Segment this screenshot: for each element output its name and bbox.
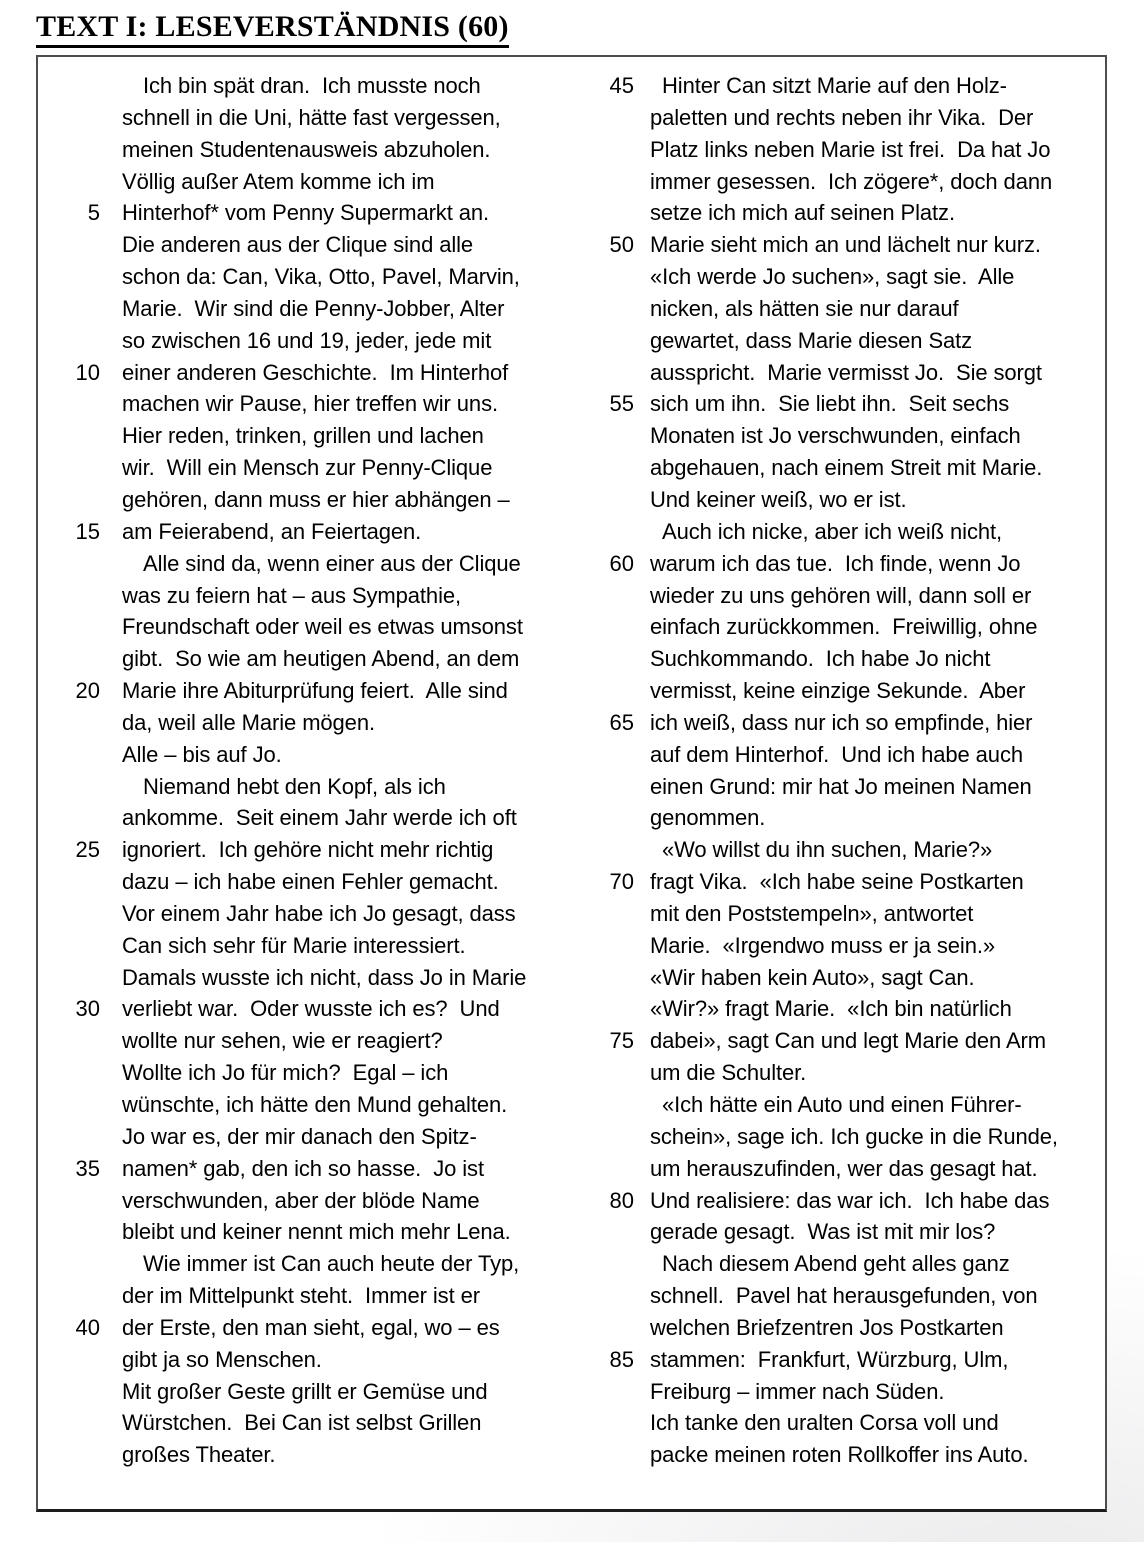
text-line xyxy=(568,1344,1105,1376)
text-line xyxy=(568,962,1105,994)
text-line xyxy=(568,898,1105,930)
line-number: 80 xyxy=(609,1187,634,1213)
text-line xyxy=(568,325,1105,357)
line-text: immer gesessen. Ich zögere*, doch dann xyxy=(650,168,1053,194)
line-number: 5 xyxy=(87,200,100,226)
line-text: Und realisiere: das war ich. Ich habe das xyxy=(650,1187,1050,1213)
text-line xyxy=(38,516,568,548)
line-number: 75 xyxy=(609,1028,634,1054)
line-text: wieder zu uns gehören will, dann soll er xyxy=(650,582,1032,608)
line-text: dazu – ich habe einen Fehler gemacht. xyxy=(122,869,499,895)
line-text: wünschte, ich hätte den Mund gehalten. xyxy=(122,1092,508,1117)
text-line xyxy=(568,1312,1105,1344)
line-text: namen* gab, den ich so hasse. Jo ist xyxy=(122,1155,484,1181)
line-number: 55 xyxy=(609,391,634,417)
line-text: Marie sieht mich an und lächelt nur kurz. xyxy=(650,232,1041,258)
line-text: einen Grund: mir hat Jo meinen Namen xyxy=(650,773,1032,799)
text-line xyxy=(568,229,1105,261)
text-line xyxy=(568,1248,1105,1280)
line-text: mit den Poststempeln», antwortet xyxy=(650,900,974,926)
text-line xyxy=(38,771,568,803)
line-text: Nach diesem Abend geht alles ganz xyxy=(662,1251,1010,1277)
text-line xyxy=(568,802,1105,834)
text-line xyxy=(38,1312,568,1344)
line-text: schnell in die Uni, hätte fast vergessen, xyxy=(122,104,501,130)
text-line xyxy=(568,1153,1105,1185)
line-text: nicken, als hätten sie nur darauf xyxy=(650,295,959,321)
line-text: Marie. «Irgendwo muss er ja sein.» xyxy=(650,932,995,958)
line-text: Monaten ist Jo verschwunden, einfach xyxy=(650,423,1021,449)
line-text: bleibt und keiner nennt mich mehr Lena. xyxy=(122,1219,511,1245)
text-line xyxy=(38,452,568,484)
line-text: Und keiner weiß, wo er ist. xyxy=(650,486,907,512)
line-text: welchen Briefzentren Jos Postkarten xyxy=(650,1314,1004,1340)
line-number: 50 xyxy=(609,232,634,258)
text-line xyxy=(38,229,568,261)
text-line xyxy=(568,102,1105,134)
text-line xyxy=(38,357,568,389)
text-line xyxy=(38,134,568,166)
line-text: genommen. xyxy=(650,805,766,831)
text-column-right xyxy=(568,70,1105,1509)
line-text: warum ich das tue. Ich finde, wenn Jo xyxy=(650,550,1021,576)
line-text: ignoriert. Ich gehöre nicht mehr richtig xyxy=(122,837,494,863)
line-text: fragt Vika. «Ich habe seine Postkarten xyxy=(650,869,1024,895)
text-line xyxy=(38,802,568,834)
text-line xyxy=(568,1407,1105,1439)
line-text: gehören, dann muss er hier abhängen – xyxy=(122,486,510,512)
text-line xyxy=(38,707,568,739)
text-line xyxy=(38,1344,568,1376)
text-line xyxy=(38,1153,568,1185)
line-number: 60 xyxy=(609,550,634,576)
line-text: schnell. Pavel hat herausgefunden, von xyxy=(650,1283,1038,1309)
line-text: um die Schulter. xyxy=(650,1060,807,1086)
text-line xyxy=(38,1280,568,1312)
line-text: «Ich hätte ein Auto und einen Führer- xyxy=(662,1092,1022,1117)
line-text: Alle – bis auf Jo. xyxy=(122,741,282,767)
text-line xyxy=(568,1025,1105,1057)
line-text: Niemand hebt den Kopf, als ich xyxy=(143,773,446,799)
text-line xyxy=(38,293,568,325)
text-line xyxy=(38,197,568,229)
line-text: Die anderen aus der Clique sind alle xyxy=(122,232,474,258)
line-number: 15 xyxy=(75,518,100,544)
text-line xyxy=(568,1216,1105,1248)
text-line xyxy=(38,834,568,866)
text-line xyxy=(568,739,1105,771)
text-line xyxy=(568,293,1105,325)
line-text: paletten und rechts neben ihr Vika. Der xyxy=(650,104,1034,130)
line-text: ich weiß, dass nur ich so empfinde, hier xyxy=(650,709,1033,735)
line-text: Suchkommando. Ich habe Jo nicht xyxy=(650,646,991,672)
text-line xyxy=(38,484,568,516)
text-line xyxy=(38,420,568,452)
text-line xyxy=(38,1376,568,1408)
line-text: sich um ihn. Sie liebt ihn. Seit sechs xyxy=(650,391,1010,417)
line-text: schon da: Can, Vika, Otto, Pavel, Marvin, xyxy=(122,264,520,290)
line-text: der im Mittelpunkt steht. Immer ist er xyxy=(122,1283,480,1309)
text-line xyxy=(568,166,1105,198)
text-line xyxy=(568,134,1105,166)
section-heading xyxy=(36,10,1108,48)
line-text: Freiburg – immer nach Süden. xyxy=(650,1378,945,1404)
line-number: 35 xyxy=(75,1155,100,1181)
text-line xyxy=(38,166,568,198)
line-text: um herauszufinden, wer das gesagt hat. xyxy=(650,1155,1038,1181)
text-line xyxy=(38,1248,568,1280)
text-line xyxy=(38,1025,568,1057)
line-text: setze ich mich auf seinen Platz. xyxy=(650,200,955,226)
text-line xyxy=(38,643,568,675)
line-text: ausspricht. Marie vermisst Jo. Sie sorgt xyxy=(650,359,1042,385)
line-number: 85 xyxy=(609,1346,634,1372)
text-line xyxy=(568,261,1105,293)
line-text: Wie immer ist Can auch heute der Typ, xyxy=(143,1251,520,1277)
text-line xyxy=(568,1280,1105,1312)
text-line xyxy=(38,1185,568,1217)
line-text: vermisst, keine einzige Sekunde. Aber xyxy=(650,678,1026,704)
text-line xyxy=(568,484,1105,516)
line-text: schein», sage ich. Ich gucke in die Runde, xyxy=(650,1123,1058,1149)
text-line xyxy=(38,388,568,420)
text-line xyxy=(568,1439,1105,1471)
text-line xyxy=(568,357,1105,389)
text-line xyxy=(568,548,1105,580)
text-line xyxy=(568,388,1105,420)
text-line xyxy=(568,420,1105,452)
line-text: wir. Will ein Mensch zur Penny-Clique xyxy=(122,455,493,481)
line-text: verliebt war. Oder wusste ich es? Und xyxy=(122,996,500,1022)
text-line xyxy=(568,580,1105,612)
line-text: abgehauen, nach einem Streit mit Marie. xyxy=(650,455,1043,481)
line-text: Alle sind da, wenn einer aus der Clique xyxy=(143,550,521,576)
text-line xyxy=(38,930,568,962)
line-number: 70 xyxy=(609,869,634,895)
line-text: Hinter Can sitzt Marie auf den Holz- xyxy=(662,73,1007,98)
line-text: Wollte ich Jo für mich? Egal – ich xyxy=(122,1060,449,1086)
text-line xyxy=(568,516,1105,548)
text-line xyxy=(38,675,568,707)
text-line xyxy=(568,771,1105,803)
line-text: Ich tanke den uralten Corsa voll und xyxy=(650,1410,999,1436)
line-text: «Wir?» fragt Marie. «Ich bin natürlich xyxy=(650,996,1012,1022)
text-line xyxy=(38,739,568,771)
line-text: wollte nur sehen, wie er reagiert? xyxy=(122,1028,443,1054)
line-text: dabei», sagt Can und legt Marie den Arm xyxy=(650,1028,1047,1054)
line-text: gibt. So wie am heutigen Abend, an dem xyxy=(122,646,520,672)
text-line xyxy=(38,1216,568,1248)
text-line xyxy=(568,1185,1105,1217)
line-text: gerade gesagt. Was ist mit mir los? xyxy=(650,1219,996,1245)
text-line xyxy=(568,611,1105,643)
line-text: «Wir haben kein Auto», sagt Can. xyxy=(650,964,975,990)
reading-text-box xyxy=(36,55,1107,1512)
line-text: auf dem Hinterhof. Und ich habe auch xyxy=(650,741,1023,767)
line-text: packe meinen roten Rollkoffer ins Auto. xyxy=(650,1442,1029,1468)
text-line xyxy=(38,1089,568,1121)
line-text: machen wir Pause, hier treffen wir uns. xyxy=(122,391,498,417)
line-text: Würstchen. Bei Can ist selbst Grillen xyxy=(122,1410,482,1436)
line-text: was zu feiern hat – aus Sympathie, xyxy=(122,582,462,608)
line-text: Platz links neben Marie ist frei. Da hat Jo xyxy=(650,136,1051,162)
text-line xyxy=(568,834,1105,866)
text-line xyxy=(38,1057,568,1089)
line-text: da, weil alle Marie mögen. xyxy=(122,709,375,735)
text-line xyxy=(568,1121,1105,1153)
line-text: Hier reden, trinken, grillen und lachen xyxy=(122,423,484,449)
line-number: 65 xyxy=(609,709,634,735)
line-text: Marie ihre Abiturprüfung feiert. Alle sind xyxy=(122,678,508,704)
line-text: Auch ich nicke, aber ich weiß nicht, xyxy=(662,518,1002,544)
line-text: «Ich werde Jo suchen», sagt sie. Alle xyxy=(650,264,1015,290)
line-number: 45 xyxy=(609,73,634,98)
text-line xyxy=(38,898,568,930)
line-text: Damals wusste ich nicht, dass Jo in Marie xyxy=(122,964,527,990)
text-line xyxy=(38,1439,568,1471)
text-line xyxy=(568,707,1105,739)
line-number: 25 xyxy=(75,837,100,863)
text-line xyxy=(38,1121,568,1153)
line-text: Marie. Wir sind die Penny-Jobber, Alter xyxy=(122,295,505,321)
line-number: 10 xyxy=(75,359,100,385)
line-text: am Feierabend, an Feiertagen. xyxy=(122,518,422,544)
text-line xyxy=(568,930,1105,962)
line-number: 20 xyxy=(75,678,100,704)
page-title: TEXT I: LESEVERSTÄNDNIS (60) xyxy=(36,10,509,48)
line-text: großes Theater. xyxy=(122,1442,276,1468)
line-text: Mit großer Geste grillt er Gemüse und xyxy=(122,1378,488,1404)
line-text: Hinterhof* vom Penny Supermarkt an. xyxy=(122,200,490,226)
text-line xyxy=(38,325,568,357)
line-text: gewartet, dass Marie diesen Satz xyxy=(650,327,973,353)
text-line xyxy=(38,962,568,994)
text-line xyxy=(38,580,568,612)
text-line xyxy=(568,643,1105,675)
line-text: Vor einem Jahr habe ich Jo gesagt, dass xyxy=(122,900,516,926)
text-line xyxy=(38,102,568,134)
line-text: meinen Studentenausweis abzuholen. xyxy=(122,136,491,162)
line-text: einer anderen Geschichte. Im Hinterhof xyxy=(122,359,509,385)
line-text: Can sich sehr für Marie interessiert. xyxy=(122,932,466,958)
text-line xyxy=(568,197,1105,229)
line-text: Völlig außer Atem komme ich im xyxy=(122,168,435,194)
text-line xyxy=(38,261,568,293)
document-page xyxy=(36,10,1108,1512)
line-text: einfach zurückkommen. Freiwillig, ohne xyxy=(650,614,1038,640)
line-text: «Wo willst du ihn suchen, Marie?» xyxy=(662,837,993,863)
text-line xyxy=(38,611,568,643)
line-text: gibt ja so Menschen. xyxy=(122,1346,322,1372)
line-text: Jo war es, der mir danach den Spitz- xyxy=(122,1123,477,1149)
line-text: stammen: Frankfurt, Würzburg, Ulm, xyxy=(650,1346,1009,1372)
text-column-left xyxy=(38,70,568,1509)
text-line xyxy=(568,866,1105,898)
line-number: 40 xyxy=(75,1314,100,1340)
text-line xyxy=(568,70,1105,102)
text-line xyxy=(568,993,1105,1025)
text-line xyxy=(568,452,1105,484)
text-line xyxy=(568,1089,1105,1121)
line-text: verschwunden, aber der blöde Name xyxy=(122,1187,480,1213)
line-text: so zwischen 16 und 19, jeder, jede mit xyxy=(122,327,492,353)
text-line xyxy=(38,993,568,1025)
text-line xyxy=(568,1376,1105,1408)
text-line xyxy=(568,675,1105,707)
line-text: der Erste, den man sieht, egal, wo – es xyxy=(122,1314,500,1340)
text-line xyxy=(38,1407,568,1439)
line-text: ankomme. Seit einem Jahr werde ich oft xyxy=(122,805,517,831)
text-line xyxy=(568,1057,1105,1089)
text-line xyxy=(38,548,568,580)
text-line xyxy=(38,70,568,102)
line-number: 30 xyxy=(75,996,100,1022)
text-line xyxy=(38,866,568,898)
line-text: Ich bin spät dran. Ich musste noch xyxy=(143,73,481,98)
line-text: Freundschaft oder weil es etwas umsonst xyxy=(122,614,523,640)
